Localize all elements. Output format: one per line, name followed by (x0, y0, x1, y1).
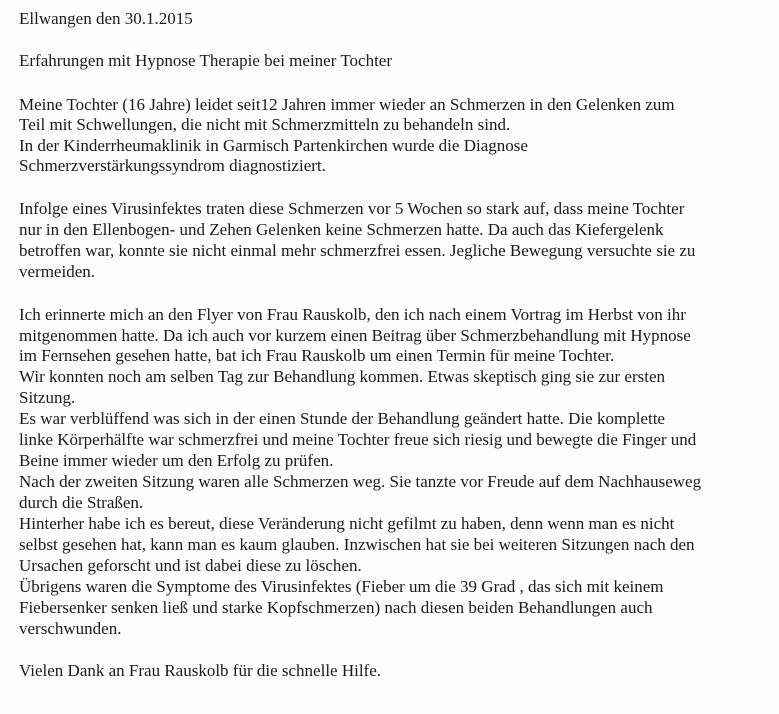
paragraph-1-line: Schmerzverstärkungssyndrom diagnostiziert. (19, 156, 326, 175)
paragraph-3-line: verschwunden. (19, 619, 122, 638)
paragraph-3-line: Ursachen geforscht und ist dabei diese zu löschen. (19, 556, 362, 575)
paragraph-1-line: Meine Tochter (16 Jahre) leidet seit12 Jahren immer wieder an Schmerzen in den Gelenken zum (19, 95, 675, 114)
letter-subject: Erfahrungen mit Hypnose Therapie bei meiner Tochter (19, 51, 392, 70)
paragraph-2-line: betroffen war, konnte sie nicht einmal mehr schmerzfrei essen. Jegliche Bewegung versuchte sie zu (19, 241, 696, 260)
paragraph-2-line: Infolge eines Virusinfektes traten diese Schmerzen vor 5 Wochen so stark auf, dass meine Tochter (19, 199, 685, 218)
paragraph-3-line: Hinterher habe ich es bereut, diese Veränderung nicht gefilmt zu haben, denn wenn man es nicht (19, 514, 675, 533)
place-date: Ellwangen den 30.1.2015 (19, 9, 193, 28)
paragraph-3-line: Es war verblüffend was sich in der einen Stunde der Behandlung geändert hatte. Die komplette (19, 409, 665, 428)
paragraph-2-line: vermeiden. (19, 262, 95, 281)
paragraph-3-line: Ich erinnerte mich an den Flyer von Frau Rauskolb, den ich nach einem Vortrag im Herbst von ihr (19, 305, 686, 324)
paragraph-3-line: linke Körperhälfte war schmerzfrei und meine Tochter freue sich riesig und bewegte die Finger und (19, 430, 697, 449)
paragraph-3-line: mitgenommen hatte. Da ich auch vor kurzem einen Beitrag über Schmerzbehandlung mit Hypnose (19, 326, 691, 345)
paragraph-3-line: Beine immer wieder um den Erfolg zu prüfen. (19, 451, 334, 470)
paragraph-1-line: Teil mit Schwellungen, die nicht mit Schmerzmitteln zu behandeln sind. (19, 115, 511, 134)
paragraph-3-line: selbst gesehen hat, kann man es kaum glauben. Inzwischen hat sie bei weiteren Sitzungen nach den (19, 535, 695, 554)
paragraph-3-line: durch die Straßen. (19, 493, 144, 512)
paragraph-3-line: Fiebersenker senken ließ und starke Kopfschmerzen) nach diesen beiden Behandlungen auch (19, 598, 653, 617)
paragraph-3-line: Sitzung. (19, 388, 76, 407)
paragraph-2-line: nur in den Ellenbogen- und Zehen Gelenken keine Schmerzen hatte. Da auch das Kiefergelenk (19, 220, 664, 239)
paragraph-3-line: Übrigens waren die Symptome des Virusinfektes (Fieber um die 39 Grad , das sich mit keinem (19, 577, 664, 596)
paragraph-3-line: Wir konnten noch am selben Tag zur Behandlung kommen. Etwas skeptisch ging sie zur ersten (19, 367, 666, 386)
closing-line: Vielen Dank an Frau Rauskolb für die schnelle Hilfe. (19, 661, 382, 680)
paragraph-3-line: Nach der zweiten Sitzung waren alle Schmerzen weg. Sie tanzte vor Freude auf dem Nachhauseweg (19, 472, 702, 491)
paragraph-1-line: In der Kinderrheumaklinik in Garmisch Partenkirchen wurde die Diagnose (19, 136, 528, 155)
paragraph-3-line: im Fernsehen gesehen hatte, bat ich Frau Rauskolb um einen Termin für meine Tochter. (19, 346, 615, 365)
